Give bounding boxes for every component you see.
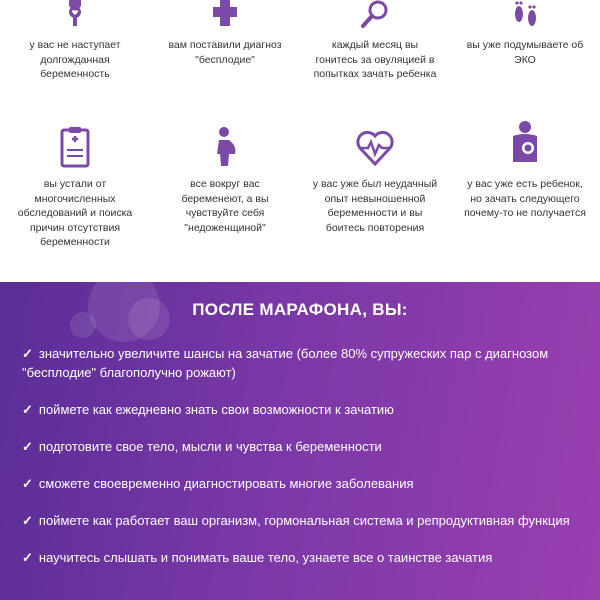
problem-text: у вас не наступает долгожданная беременность	[29, 39, 121, 80]
check-icon: ✓	[22, 439, 33, 454]
benefit-text: научитесь слышать и понимать ваше тело, узнаете все о таинстве зачатия	[38, 550, 493, 565]
pregnant-woman-icon	[207, 126, 243, 168]
problem-item	[0, 0, 150, 82]
section-heading: ПОСЛЕ МАРАФОНА, ВЫ:	[192, 300, 408, 319]
benefit-text: значительно увеличите шансы на зачатие (более 80% супружеских пар с диагнозом "бесплодие" благополучно рожают)	[22, 346, 549, 380]
check-icon: ✓	[22, 346, 33, 361]
benefit-text: подготовите свое тело, мысли и чувства к беременности	[38, 439, 382, 454]
problem-item	[450, 0, 600, 67]
list-item	[22, 344, 587, 382]
list-item	[22, 511, 587, 530]
list-item	[22, 437, 587, 456]
problem-text: вы устали от многочисленных обследований и поиска причин отсутствия беременности	[17, 178, 133, 248]
ovary-icon	[57, 0, 93, 30]
benefit-text: сможете своевременно диагностировать многие заболевания	[38, 476, 414, 491]
clipboard-icon	[57, 126, 93, 168]
check-icon: ✓	[22, 550, 33, 565]
check-icon: ✓	[22, 402, 33, 417]
list-item	[22, 474, 587, 493]
check-icon: ✓	[22, 476, 33, 491]
problem-item	[450, 120, 600, 221]
problem-text: все вокруг вас беременеют, а вы чувствуйте себя "недоженщиной"	[181, 178, 269, 234]
problem-item	[0, 126, 150, 250]
mother-baby-icon	[506, 120, 544, 168]
check-icon: ✓	[22, 513, 33, 528]
heart-pulse-icon	[355, 126, 395, 168]
benefit-text: поймете как ежедневно знать свои возможности к зачатию	[38, 402, 394, 417]
problem-text: вам поставили диагноз "бесплодие"	[168, 39, 282, 66]
problem-item	[150, 0, 300, 67]
after-marathon-section	[0, 282, 600, 600]
list-item	[22, 548, 587, 567]
footprints-icon	[507, 0, 543, 30]
benefit-text: поймете как работает ваш организм, гормональная система и репродуктивная функция	[38, 513, 570, 528]
magnifier-icon	[357, 0, 393, 30]
benefits-list	[22, 344, 587, 567]
problem-item	[300, 126, 450, 235]
problem-text: вы уже подумываете об ЭКО	[466, 39, 584, 66]
problems-section	[0, 0, 600, 282]
problem-text: у вас уже был неудачный опыт невыношенной беременности и вы боитесь повторения	[312, 178, 438, 234]
problem-text: каждый месяц вы гонитесь за овуляцией в попытках зачать ребенка	[313, 39, 437, 80]
problem-item	[150, 126, 300, 235]
medical-cross-icon	[207, 0, 243, 30]
problem-text: у вас уже есть ребенок, но зачать следующего почему-то не получается	[464, 178, 586, 219]
problem-item	[300, 0, 450, 82]
list-item	[22, 400, 587, 419]
